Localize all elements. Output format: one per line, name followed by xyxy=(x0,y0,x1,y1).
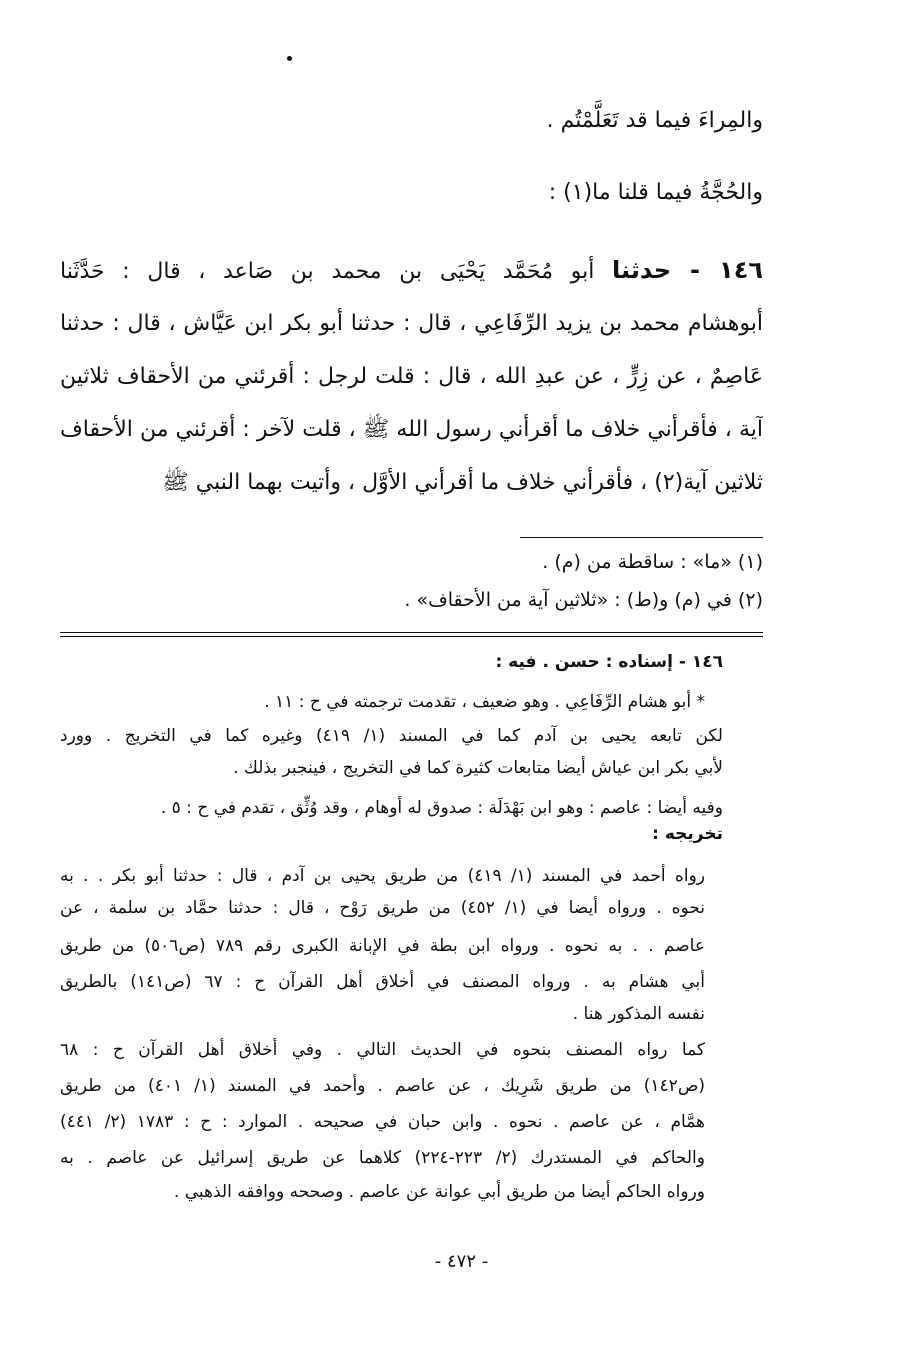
takhrij-line: (ص١٤٢) من طريق شَرِيك ، عن عاصم . وأحمد في المسند (١/ ٤٠١) من طريق xyxy=(60,1076,705,1096)
takhrij-heading: تخريجه : xyxy=(652,824,723,844)
commentary-line: لأبي بكر ابن عياش أيضا متابعات كثيرة كما في التخريج ، فينجبر بذلك . xyxy=(233,758,723,778)
takhrij-line: ورواه الحاكم أيضا من طريق أبي عوانة عن عاصم . وصححه ووافقه الذهبي . xyxy=(173,1182,705,1202)
verse-line-2: والحُجَّةُ فيما قلنا ما(١) : xyxy=(548,180,763,205)
hadith-number: ١٤٦ - حدثنا xyxy=(612,256,763,284)
hadith-line: ثلاثين آية(٢) ، فأقرأني خلاف ما أقرأني الأوَّل ، وأتيت بهما النبي ﷺ xyxy=(162,470,763,495)
ink-dot xyxy=(287,56,292,61)
verse-line-1: والمِراءَ فيما قد تَعَلَّمْتُم . xyxy=(546,108,763,133)
footnote-1: (١) «ما» : ساقطة من (م) . xyxy=(542,551,763,573)
takhrij-line: نحوه . ورواه أيضا في (١/ ٤٥٢) من طريق رَوْح ، قال : حدثنا حمَّاد بن سلمة ، عن xyxy=(60,898,705,918)
commentary-separator-inner xyxy=(60,636,763,637)
commentary-line: لكن تابعه يحيى بن آدم كما في المسند (١/ ٤١٩) وغيره كما في التخريج . وورد xyxy=(60,726,723,746)
takhrij-line: والحاكم في المستدرك (٢/ ٢٢٣-٢٢٤) كلاهما عن طريق إسرائيل عن عاصم . به xyxy=(60,1148,705,1168)
takhrij-line: رواه أحمد في المسند (١/ ٤١٩) من طريق يحيى بن آدم ، قال : حدثنا أبو بكر . . به xyxy=(60,866,705,886)
narrator-note: * أبو هشام الرِّفَاعِي . وهو ضعيف ، تقدمت ترجمته في ح : ١١ . xyxy=(264,692,705,712)
hadith-text xyxy=(60,244,763,509)
footnote-2: (٢) في (م) و(ط) : «ثلاثين آية من الأحقاف» . xyxy=(404,589,763,611)
hadith-line: ١٤٦ - حدثنا أبو مُحَمَّد يَحْيَى بن محمد بن صَاعد ، قال : حَدَّثَنا xyxy=(60,256,763,284)
page-number: - ٤٧٢ - xyxy=(434,1251,489,1272)
isnad-line: ١٤٦ - إسناده : حسن . فيه : xyxy=(495,652,723,672)
footnote-separator xyxy=(520,537,763,538)
takhrij-line: نفسه المذكور هنا . xyxy=(572,1004,705,1024)
commentary-line: وفيه أيضا : عاصم : وهو ابن بَهْدَلَة : صدوق له أوهام ، وقد وُثِّق ، تقدم في ح : ٥ . xyxy=(160,798,723,818)
takhrij-line: عاصم . . به نحوه . ورواه ابن بطة في الإبانة الكبرى رقم ٧٨٩ (ص٥٠٦) من طريق xyxy=(60,936,705,956)
takhrij-line: أبي هشام به . ورواه المصنف في أخلاق أهل القرآن ح : ٦٧ (ص١٤١) بالطريق xyxy=(60,972,705,992)
commentary-separator xyxy=(60,632,763,633)
hadith-line: آية ، فأقرأني خلاف ما أقرأني رسول الله ﷺ ، قلت لآخر : أقرئني من الأحقاف xyxy=(60,417,763,442)
takhrij-line: همَّام ، عن عاصم . نحوه . وابن حبان في صحيحه . الموارد : ح : ١٧٨٣ (٢/ ٤٤١) xyxy=(60,1112,705,1132)
hadith-line: عَاصِمٌ ، عن زِرٍّ ، عن عبدِ الله ، قال : قلت لرجل : أقرئني من الأحقاف ثلاثين xyxy=(60,364,763,389)
hadith-line: أبوهشام محمد بن يزيد الرِّفَاعِي ، قال : حدثنا أبو بكر ابن عَيَّاش ، قال : حدثنا xyxy=(60,311,763,336)
takhrij-line: كما رواه المصنف بنحوه في الحديث التالي . وفي أخلاق أهل القرآن ح : ٦٨ xyxy=(60,1040,705,1060)
